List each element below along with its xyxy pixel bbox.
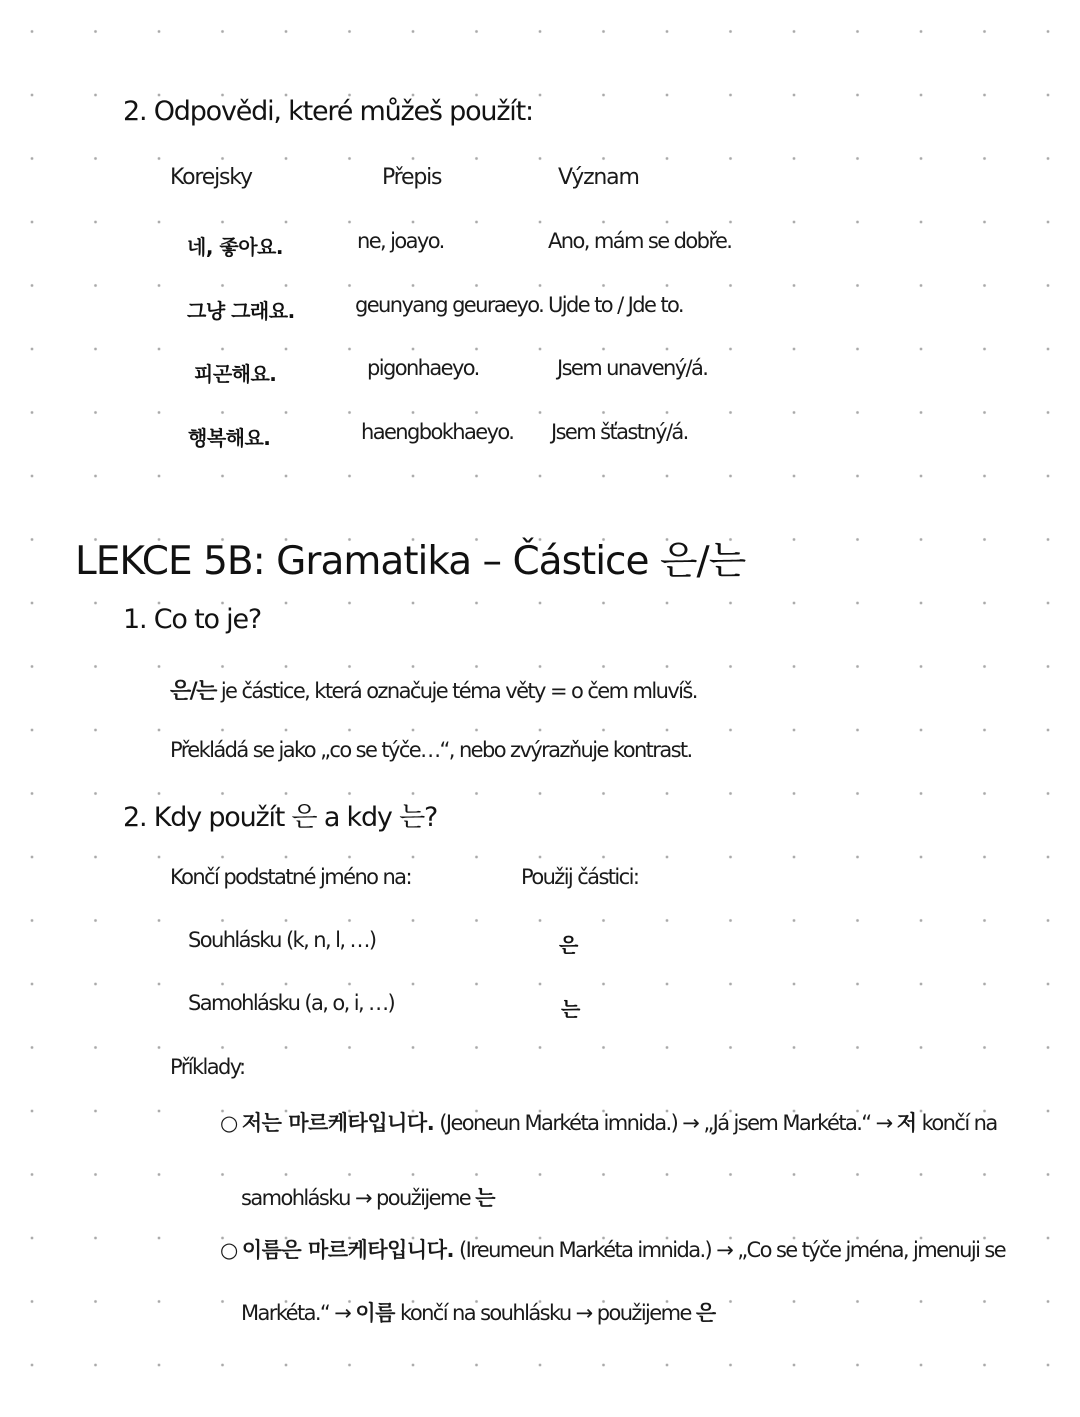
example-explanation: (Jeoneun Markéta imnida.) → „Já jsem Markéta.“ → — [434, 1111, 897, 1135]
example-explanation-cont: končí na souhlásku → použijeme — [394, 1301, 696, 1325]
transcription-cell: geunyang geuraeyo. — [355, 293, 544, 317]
example-line-2 — [241, 1182, 495, 1212]
particle-cell: 는 — [561, 997, 580, 1021]
korean-sentence: 저는 마르케타입니다. — [241, 1111, 435, 1135]
meaning-cell: Jsem šťastný/á. — [551, 420, 688, 444]
example-explanation-cont: končí na — [916, 1111, 997, 1135]
definition-text: je částice, která označuje téma věty = o čem mluvíš. — [215, 679, 697, 703]
korean-sentence: 이름은 마르케타입니다. — [241, 1238, 454, 1262]
column-header-particle: Použij částici: — [521, 865, 639, 889]
transcription-cell: ne, joayo. — [357, 229, 444, 253]
examples-label: Příklady: — [170, 1055, 245, 1079]
lesson-title: LEKCE 5B: Gramatika – Částice 은/는 — [75, 539, 746, 584]
korean-cell: 행복해요. — [188, 426, 271, 450]
column-header-korean: Korejsky — [170, 165, 252, 190]
keyword: 저 — [896, 1111, 917, 1135]
bullet-circle-icon: ○ — [220, 1238, 237, 1262]
transcription-cell: haengbokhaeyo. — [361, 420, 514, 444]
example-explanation: (Ireumeun Markéta imnida.) → „Co se týče jména, jmenuji se — [453, 1238, 1006, 1262]
korean-cell: 그냥 그래요. — [187, 299, 295, 323]
example-line-1 — [220, 1107, 997, 1137]
column-header-transcription: Přepis — [382, 165, 442, 190]
korean-cell: 네, 좋아요. — [187, 235, 283, 259]
keyword: 이름 — [355, 1301, 395, 1325]
particle-text: 은 — [695, 1301, 716, 1325]
transcription-cell: pigonhaeyo. — [367, 356, 479, 380]
meaning-cell: Ano, mám se dobře. — [548, 229, 732, 253]
particle-text: 는 — [475, 1186, 495, 1210]
what-is-it-heading: 1. Co to je? — [123, 604, 262, 635]
column-header-ending: Končí podstatné jméno na: — [170, 865, 411, 889]
answers-heading: 2. Odpovědi, které můžeš použít: — [123, 96, 533, 127]
example-line-1 — [220, 1234, 1005, 1264]
korean-cell: 피곤해요. — [194, 362, 277, 386]
ending-cell: Souhlásku (k, n, l, …) — [188, 928, 376, 952]
meaning-cell: Jsem unavený/á. — [557, 356, 708, 380]
example-explanation: samohlásku → použijeme — [241, 1186, 476, 1210]
meaning-cell: Ujde to / Jde to. — [548, 293, 683, 317]
when-to-use-heading: 2. Kdy použít 은 a kdy 는? — [123, 802, 438, 833]
column-header-meaning: Význam — [558, 165, 639, 190]
particle-text: 은/는 — [170, 679, 216, 704]
example-explanation: Markéta.“ → — [241, 1301, 356, 1325]
bullet-circle-icon: ○ — [220, 1111, 237, 1135]
example-line-2 — [241, 1297, 716, 1327]
translation-note: Překládá se jako „co se týče…“, nebo zvýrazňuje kontrast. — [170, 738, 692, 762]
definition-line — [170, 674, 697, 705]
ending-cell: Samohlásku (a, o, i, …) — [188, 991, 395, 1015]
particle-cell: 은 — [559, 933, 578, 957]
